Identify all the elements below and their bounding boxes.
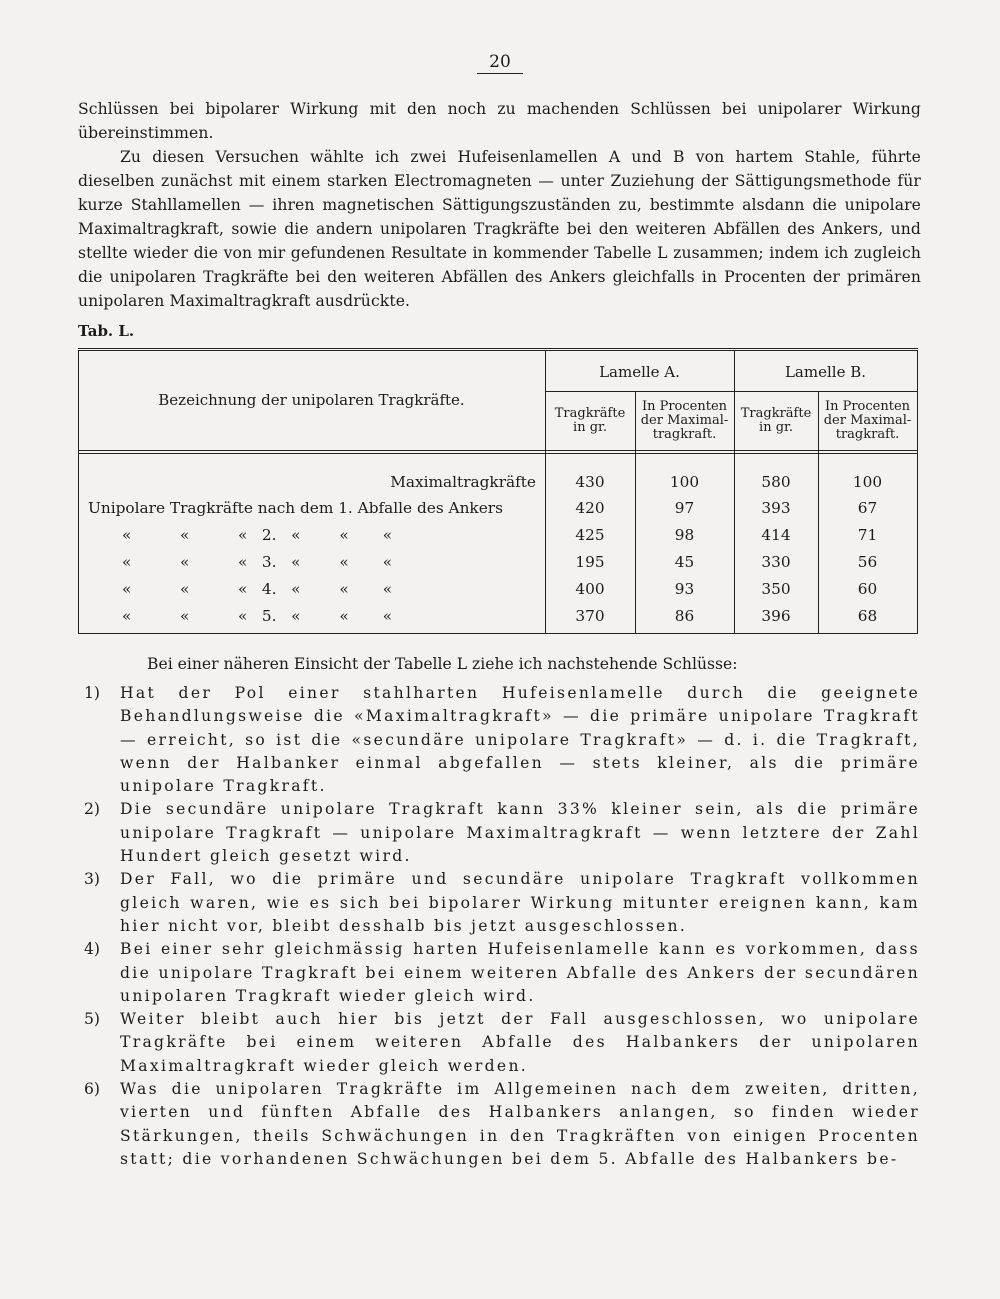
cell-a-pct: 45 xyxy=(674,553,695,571)
row-label-5: « « « 5. « « « xyxy=(122,607,393,625)
row-label-3: « « « 3. « « « xyxy=(122,553,393,571)
cell-b-pct: 71 xyxy=(857,526,878,544)
table-l xyxy=(78,348,918,634)
row-label-max: Maximaltragkräfte xyxy=(390,473,536,491)
column-header-a-procent: In Procenten der Maximal- tragkraft. xyxy=(640,399,729,442)
cell-b-gr: 330 xyxy=(761,553,791,571)
cell-a-gr: 420 xyxy=(575,499,605,517)
table-label: Tab. L. xyxy=(78,322,135,340)
cell-a-gr: 430 xyxy=(575,473,605,491)
list-item: 6) Was die unipolaren Tragkräfte im Allgemeinen nach dem zweiten, dritten, vierten und fünften Abfalle des Halbankers anlangen, so finden wieder Stärkungen, theils Schwächungen in den Tragkräften von einigen Procenten statt; die vorhandenen Schwächungen bei dem 5. Abfalle des Halbankers be- xyxy=(84,1080,920,1168)
cell-a-gr: 425 xyxy=(575,526,605,544)
column-header-b-procent: In Procenten der Maximal- tragkraft. xyxy=(823,399,912,442)
cell-b-pct: 67 xyxy=(857,499,878,517)
row-label-2: « « « 2. « « « xyxy=(122,526,393,544)
cell-b-gr: 396 xyxy=(761,607,791,625)
cell-b-pct: 68 xyxy=(857,607,878,625)
cell-b-pct: 60 xyxy=(857,580,878,598)
group-header-lamelle-b: Lamelle B. xyxy=(784,363,867,381)
cell-b-gr: 350 xyxy=(761,580,791,598)
page-number: 20 xyxy=(0,52,1000,72)
cell-a-gr: 370 xyxy=(575,607,605,625)
conclusions-list xyxy=(84,682,920,1171)
cell-b-gr: 414 xyxy=(761,526,791,544)
cell-a-pct: 98 xyxy=(674,526,695,544)
column-header-designation: Bezeichnung der unipolaren Tragkräfte. xyxy=(158,391,465,409)
list-item: 4) Bei einer sehr gleichmässig harten Hufeisenlamelle kann es vorkommen, dass die unipolare Tragkraft bei einem weiteren Abfalle des Ankers der secundären unipolaren Tragkraft wieder gleich wird. xyxy=(84,940,920,1005)
cell-a-pct: 93 xyxy=(674,580,695,598)
list-item: 3) Der Fall, wo die primäre und secundäre unipolare Tragkraft vollkommen gleich waren, wie es sich bei bipolarer Wirkung mitunter ereignen kann, kam hier nicht vor, bleibt desshalb bis jetzt ausgeschlossen. xyxy=(84,870,920,935)
group-header-lamelle-a: Lamelle A. xyxy=(599,363,680,381)
cell-a-pct: 100 xyxy=(669,473,700,491)
conclusions-intro: Bei einer näheren Einsicht der Tabelle L ziehe ich nachstehende Schlüsse: xyxy=(147,655,738,673)
paragraph-continuation: Schlüssen bei bipolarer Wirkung mit den noch zu machenden Schlüssen bei unipolarer Wirkung übereinstimmen. xyxy=(78,100,921,142)
list-item: 5) Weiter bleibt auch hier bis jetzt der Fall ausgeschlossen, wo unipolare Tragkräfte bei einem weiteren Abfalle des Halbankers der unipolaren Maximaltragkraft wieder gleich werden. xyxy=(84,1010,920,1075)
cell-b-gr: 580 xyxy=(761,473,791,491)
cell-a-gr: 195 xyxy=(575,553,605,571)
row-label-1: Unipolare Tragkräfte nach dem 1. Abfalle des Ankers xyxy=(88,499,503,517)
list-item: 1) Hat der Pol einer stahlharten Hufeisenlamelle durch die geeignete Behandlungsweise die «Maximaltragkraft» — die primäre unipolare Tragkraft — erreicht, so ist die «secundäre unipolare Tragkraft» — d. i. die Tragkraft, wenn der Halbanker einmal abgefallen — stets kleiner, als die primäre unipolare Tragkraft. xyxy=(84,684,920,796)
cell-a-pct: 86 xyxy=(674,607,695,625)
column-header-b-tragkraft: Tragkräfte in gr. xyxy=(740,406,812,435)
cell-b-pct: 56 xyxy=(857,553,878,571)
cell-b-gr: 393 xyxy=(761,499,791,517)
list-item: 2) Die secundäre unipolare Tragkraft kann 33% kleiner sein, als die primäre unipolare Tragkraft — unipolare Maximaltragkraft — wenn letztere der Zahl Hundert gleich gesetzt wird. xyxy=(84,800,920,866)
cell-b-pct: 100 xyxy=(852,473,883,491)
row-label-4: « « « 4. « « « xyxy=(122,580,393,598)
column-header-a-tragkraft: Tragkräfte in gr. xyxy=(554,406,626,435)
cell-a-pct: 97 xyxy=(674,499,695,517)
paragraph-experiment: Zu diesen Versuchen wählte ich zwei Hufeisenlamellen A und B von hartem Stahle, führte dieselben zunächst mit einem starken Electromagneten — unter Zuziehung der Sättigungsmethode für kurze Stahllamellen — ihren magnetischen Sättigungszuständen zu, bestimmte alsdann die unipolare Maximaltragkraft, sowie die andern unipolaren Tragkräfte bei den weiteren Abfällen des Ankers, und stellte wieder die von mir gefundenen Resultate in kommender Tabelle L zusammen; indem ich zugleich die unipolaren Tragkräfte bei den weiteren Abfällen des Ankers gleichfalls in Procenten der primären unipolaren Maximaltragkraft ausdrückte. xyxy=(78,148,921,310)
cell-a-gr: 400 xyxy=(575,580,605,598)
